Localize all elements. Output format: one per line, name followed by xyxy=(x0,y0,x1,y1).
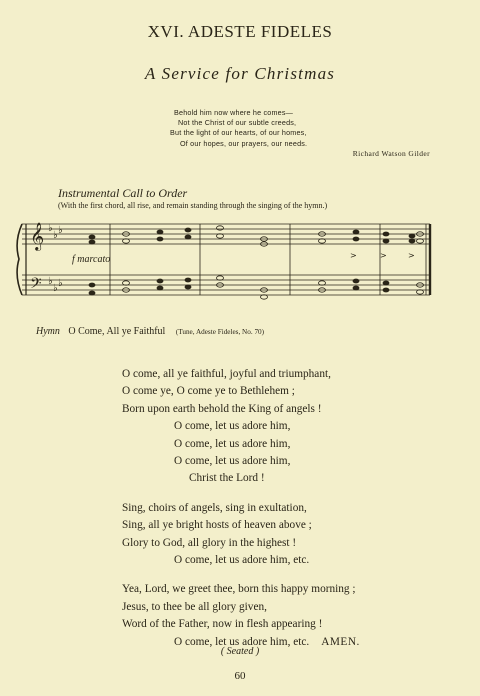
verse-line: O come, let us adore him, xyxy=(174,455,291,468)
stanza xyxy=(122,581,452,651)
service-subtitle: A Service for Christmas xyxy=(144,64,336,83)
verse-line: O come, all ye faithful, joyful and triumphant, xyxy=(122,368,331,380)
epigraph-line: Behold him now where he comes— xyxy=(174,108,294,117)
svg-text:♭: ♭ xyxy=(48,276,53,287)
verse-line: O come, let us adore him, etc. xyxy=(174,554,310,567)
epigraph-line: But the light of our hearts, of our homes, xyxy=(170,128,307,138)
verse-line: Christ the Lord ! xyxy=(189,472,265,485)
stanza xyxy=(122,366,452,488)
verse-line: Jesus, to thee be all glory given, xyxy=(122,600,267,613)
epigraph-line: Not the Christ of our subtle creeds, xyxy=(178,118,297,128)
bass-clef-icon: 𝄢 xyxy=(30,275,42,296)
verse-line: O come, let us adore him, xyxy=(174,437,291,450)
call-to-order-note: (With the first chord, all rise, and remain standing through the singing of the hymn.) xyxy=(58,201,328,210)
page-number: 60 xyxy=(234,670,246,682)
svg-text:♭: ♭ xyxy=(53,230,58,241)
svg-text:♭: ♭ xyxy=(48,223,53,234)
verse-line: O come, let us adore him, xyxy=(174,420,291,433)
svg-text:>: > xyxy=(380,251,387,260)
music-score xyxy=(0,214,480,310)
dynamic-marking: f marcato xyxy=(72,254,111,265)
call-to-order-title: Instrumental Call to Order xyxy=(58,186,188,200)
epigraph xyxy=(150,108,450,159)
stanza xyxy=(122,500,452,570)
svg-text:♭: ♭ xyxy=(58,278,63,289)
hymn-name: O Come, All ye Faithful xyxy=(68,326,166,337)
epigraph-author: Richard Watson Gilder xyxy=(352,148,430,158)
verse-line: O come ye, O come ye to Bethlehem ; xyxy=(122,385,295,398)
verse-line: Sing, all ye bright hosts of heaven above ; xyxy=(122,519,312,532)
amen: AMEN. xyxy=(321,635,360,648)
hymn-label: Hymn xyxy=(36,326,60,337)
verse-line: Born upon earth behold the King of angels ! xyxy=(122,402,322,415)
verse-line: Glory to God, all glory in the highest ! xyxy=(122,536,297,549)
svg-text:♭: ♭ xyxy=(53,283,58,294)
refrain-text: O come, let us adore him, etc. xyxy=(174,635,310,648)
svg-text:>: > xyxy=(408,251,415,260)
verse-line: Word of the Father, now in flesh appearing ! xyxy=(122,618,323,631)
hymn-heading xyxy=(36,326,264,337)
page-title: XVI. ADESTE FIDELES xyxy=(147,22,333,41)
svg-text:♭: ♭ xyxy=(58,225,63,236)
epigraph-line: Of our hopes, our prayers, our needs. xyxy=(180,138,308,148)
verse-line: Sing, choirs of angels, sing in exultation, xyxy=(122,501,307,514)
hymn-tune: (Tune, Adeste Fideles, No. 70) xyxy=(175,328,265,336)
verse-line: Yea, Lord, we greet thee, born this happy morning ; xyxy=(122,583,356,596)
seated-direction: ( Seated ) xyxy=(220,646,260,657)
svg-text:>: > xyxy=(350,251,357,260)
hymn-verses xyxy=(122,366,452,663)
treble-clef-icon: 𝄞 xyxy=(30,222,45,250)
